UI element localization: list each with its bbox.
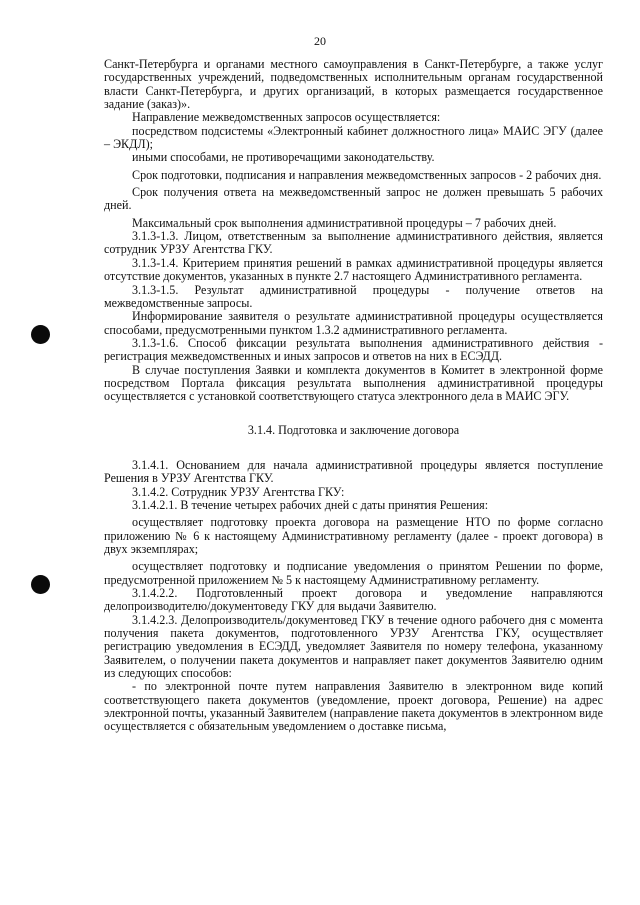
paragraph: 3.1.3-1.3. Лицом, ответственным за выполнение административного действия, является сотрудник УРЗУ Агентства ГКУ. [104, 229, 603, 257]
paragraph: 3.1.4.2.1. В течение четырех рабочих дней с даты принятия Решения: [132, 497, 489, 512]
paragraph: 3.1.3-1.4. Критерием принятия решений в рамках административной процедуры является отсутствие документов, указанных в пункте 2.7 настоящего Административного регламента. [104, 255, 603, 284]
page-number: 20 [314, 34, 326, 48]
paragraph: Срок получения ответа на межведомственный запрос не должен превышать 5 рабочих дней. [104, 185, 603, 213]
paragraph: Срок подготовки, подписания и направления межведомственных запросов - 2 рабочих дня. [132, 167, 602, 182]
paragraph: осуществляет подготовку проекта договора на размещение НТО по форме согласно приложению № 6 к настоящему Административному регламенту (далее - проект договора) в двух экземплярах; [104, 515, 603, 556]
paragraph: 3.1.4.1. Основанием для начала административной процедуры является поступление Решения в УРЗУ Агентства ГКУ. [104, 457, 603, 486]
paragraph: 3.1.3-1.6. Способ фиксации результата выполнения административного действия - регистрация межведомственных и иных запросов и ответов на них в ЕСЭДД. [104, 335, 603, 364]
paragraph: В случае поступления Заявки и комплекта документов в Комитет в электронной форме посредством Портала фиксация результата выполнения административной процедуры осуществляется с установкой соответствующего статуса электронного дела в МАИС ЭГУ. [104, 362, 603, 404]
paragraph: 3.1.3-1.5. Результат административной процедуры - получение ответов на межведомственные запросы. [104, 282, 603, 310]
paragraph: 3.1.4.2.2. Подготовленный проект договора и уведомление направляются делопроизводителю/документоведу ГКУ для выдачи Заявителю. [104, 586, 603, 614]
paragraph: Максимальный срок выполнения административной процедуры – 7 рабочих дней. [132, 215, 557, 230]
paragraph: посредством подсистемы «Электронный кабинет должностного лица» МАИС ЭГУ (далее – ЭКДЛ); [104, 123, 603, 152]
paragraph: - по электронной почте путем направления Заявителю в электронном виде копий соответствующего пакета документов (уведомление, проект договора, Решение) на адрес электронной почты, указанный Заявителем (направление пакета документов в электронном виде осуществляется с обязательным уведомлением о доставке письма, [104, 679, 603, 734]
section-heading: 3.1.4. Подготовка и заключение договора [247, 422, 460, 437]
paragraph: Информирование заявителя о результате административной процедуры осуществляется способами, предусмотренными пунктом 1.3.2 административного регламента. [104, 309, 603, 337]
paragraph: осуществляет подготовку и подписание уведомления о принятом Решении по форме, предусмотренной приложением № 5 к настоящему Административному регламенту. [104, 559, 603, 587]
punch-hole-mark [31, 325, 50, 344]
paragraph: Направление межведомственных запросов осуществляется: [132, 110, 441, 125]
paragraph: 3.1.4.2.3. Делопроизводитель/документовед ГКУ в течение одного рабочего дня с момента получения пакета документов, подготовленного УРЗУ Агентства ГКУ, осуществляет регистрацию уведомления в ЕСЭДД, уведомляет Заявителя по номеру телефона, указанному Заявителем, о получении пакета документов и направляет пакет документов Заявителю одним из следующих способов: [104, 612, 603, 681]
paragraph: 3.1.4.2. Сотрудник УРЗУ Агентства ГКУ: [132, 484, 345, 499]
document-body [104, 58, 603, 734]
paragraph: иными способами, не противоречащими законодательству. [132, 150, 435, 165]
punch-hole-mark [31, 575, 50, 594]
paragraph: Санкт-Петербурга и органами местного самоуправления в Санкт-Петербурге, а также услуг государственных учреждений, подведомственных исполнительным органам государственной власти Санкт-Петербурга, и других организаций, в которых размещается государственное задание (заказ)». [104, 57, 603, 112]
